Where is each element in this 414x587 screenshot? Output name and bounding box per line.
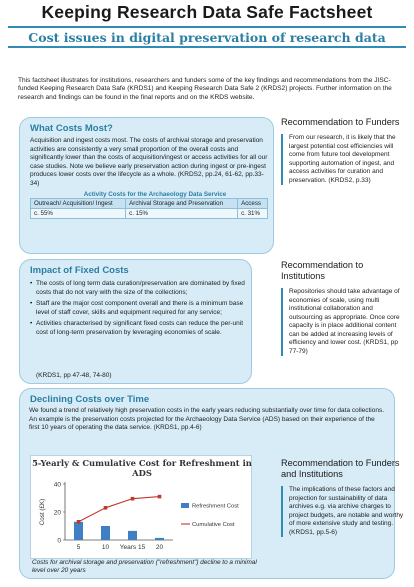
cumulative-cost-point bbox=[77, 520, 81, 524]
chart-caption: Costs for archival storage and preservation ("refreshment") decline to a minimal level over 20 years bbox=[32, 559, 257, 574]
what-costs-most-box bbox=[19, 117, 274, 254]
recommendation-text: From our research, it is likely that the largest potential cost efficiencies will come from future tool development supporting automation of ingest, and access activities for curation and preservation. (KRDS2, p.33) bbox=[281, 134, 405, 185]
list-item: • Activities characterised by significant fixed costs can reduce the per-unit cost of long-term preservation by leveraging economies of scale. bbox=[30, 320, 245, 337]
cumulative-cost-point bbox=[131, 497, 135, 501]
legend-swatch-refreshment bbox=[181, 503, 189, 508]
y-tick-label: 40 bbox=[53, 481, 61, 489]
table-cell: c. 31% bbox=[238, 209, 268, 219]
y-tick-label: 20 bbox=[53, 509, 61, 517]
refreshment-cost-bar bbox=[74, 522, 83, 540]
legend-label-refreshment: Refreshment Cost bbox=[192, 503, 239, 510]
table-cell: c. 15% bbox=[126, 209, 238, 219]
legend-label-cumulative: Cumulative Cost bbox=[192, 522, 235, 528]
cumulative-cost-line bbox=[79, 497, 160, 522]
table-header-cell: Access bbox=[238, 199, 268, 209]
table-row bbox=[31, 209, 268, 219]
fixed-costs-box bbox=[19, 259, 252, 384]
chart-title: 5-Yearly & Cumulative Cost for Refreshment in ADS bbox=[32, 458, 252, 478]
recommendation-funders bbox=[281, 117, 405, 185]
recommendation-heading: Recommendation to Institutions bbox=[281, 260, 364, 281]
table-header-cell: Archival Storage and Preservation bbox=[126, 199, 238, 209]
recommendation-institutions bbox=[281, 260, 405, 356]
cumulative-cost-point bbox=[104, 506, 108, 510]
refreshment-cost-bar bbox=[101, 526, 110, 540]
what-costs-text: Acquisition and ingest costs most. The costs of archival storage and preservation activities are consistently a very small proportion of the overall costs and significantly lower than the costs of acquisition/ingest or access activities for all our case studies. Note we believe early preservation action during ingest or pre-ingest produces lower costs over the lifecycle as a whole. (KRDS2, pp.24, 61-62, pp.33-34) bbox=[30, 137, 268, 187]
recommendation-text: Repositories should take advantage of economies of scale, using multi institutional collaboration and outsourcing as appropriate. Once core capacity is in place additional content can be added at increasing levels of efficiency and lower cost. (KRDS1, pp 77-79) bbox=[281, 288, 405, 356]
x-tick-label: 10 bbox=[101, 544, 110, 551]
recommendation-heading: Recommendation to Funders and Institutions bbox=[281, 458, 400, 479]
activity-costs-table bbox=[30, 198, 268, 219]
page-subtitle: Cost issues in digital preservation of research data bbox=[8, 26, 406, 48]
refreshment-cost-bar bbox=[155, 538, 164, 540]
refreshment-cost-bar bbox=[128, 531, 137, 540]
x-tick-label: Years 15 bbox=[119, 544, 146, 551]
refreshment-cost-chart bbox=[30, 455, 252, 559]
fixed-costs-list bbox=[30, 280, 245, 341]
declining-costs-heading: Declining Costs over Time bbox=[30, 394, 150, 405]
recommendation-text: The implications of these factors and projection for sustainability of data archives e.g. via archive charges to project budgets, are notable and worthy of more extensive study and testing. (KRDS1, pp.5-6) bbox=[281, 486, 405, 537]
page-title: Keeping Research Data Safe Factsheet bbox=[41, 2, 373, 22]
y-axis-label: Cost (£K) bbox=[39, 498, 46, 526]
fixed-costs-heading: Impact of Fixed Costs bbox=[30, 265, 129, 276]
cumulative-cost-point bbox=[158, 495, 162, 499]
intro-paragraph: This factsheet illustrates for institutions, researchers and funders some of the key findings and recommendations from the JISC-funded Keeping Research Data Safe (KRDS1) and Keeping Research Data Safe 2 (KRDS2) projects. Further information on the research and findings can be found in the final reports and on the KRDS website. bbox=[18, 77, 392, 101]
what-costs-heading: What Costs Most? bbox=[30, 123, 113, 134]
y-tick-label: 0 bbox=[57, 537, 61, 545]
declining-costs-text: We found a trend of relatively high preservation costs in the early years reducing substantially over time for data collections. An example is the preservation costs projected for the Archaeology Data Service (ADS) based on their experience of the first 10 years of operating the data service. (KRDS1, pp.4-6) bbox=[29, 407, 385, 432]
fixed-costs-citation: (KRDS1, pp 47-48, 74-80) bbox=[36, 372, 112, 379]
table-header-row bbox=[31, 199, 268, 209]
x-tick-label: 5 bbox=[76, 544, 81, 551]
recommendation-heading: Recommendation to Funders bbox=[281, 117, 400, 127]
table-header-cell: Outreach/ Acquisition/ Ingest bbox=[31, 199, 126, 209]
list-item: • The costs of long term data curation/preservation are dominated by fixed costs that do not vary with the size of the collections; bbox=[30, 280, 245, 297]
table-cell: c. 55% bbox=[31, 209, 126, 219]
chart-plot bbox=[31, 456, 253, 560]
recommendation-funders-institutions bbox=[281, 458, 405, 537]
activity-costs-table-title: Activity Costs for the Archaeology Data Service bbox=[83, 191, 227, 198]
list-item: • Staff are the major cost component overall and there is a minimum base level of staff cover, skills and equipment required for any service; bbox=[30, 300, 245, 317]
x-tick-label: 20 bbox=[155, 544, 164, 551]
